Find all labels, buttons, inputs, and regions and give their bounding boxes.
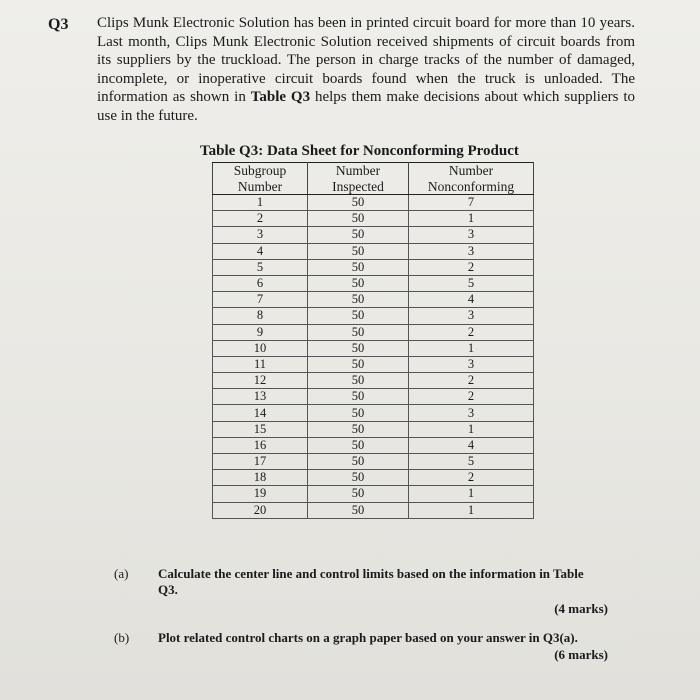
nonconforming-cell: 1 (409, 502, 534, 518)
inspected-cell: 50 (308, 405, 409, 421)
part-a-marks: (4 marks) (554, 601, 608, 616)
nonconforming-cell: 2 (409, 324, 534, 340)
table-header-row (213, 163, 534, 195)
question-text-part1: Clips Munk Electronic Solution has been in printed circuit board for more than 10 years. Last month, Clips Munk Electronic Solution received shipments of circuit boards from its suppliers by the truckload. The person in charge tracks of the number of damaged, incomplete, or inoperative circuit boards found when the truck is unloaded. The information as shown in (97, 15, 635, 106)
question-text (97, 14, 635, 126)
header-number-inspected: Number Inspected (308, 163, 409, 195)
inspected-cell: 50 (308, 195, 409, 211)
nonconforming-cell: 3 (409, 243, 534, 259)
part-a-text: Calculate the center line and control limits based on the information in Table Q3. (158, 566, 584, 597)
part-a-label: (a) (114, 566, 129, 581)
subgroup-cell: 15 (213, 421, 308, 437)
inspected-cell: 50 (308, 324, 409, 340)
inspected-cell: 50 (308, 373, 409, 389)
nonconforming-cell: 5 (409, 454, 534, 470)
subgroup-cell: 18 (213, 470, 308, 486)
inspected-cell: 50 (308, 454, 409, 470)
nonconforming-cell: 1 (409, 486, 534, 502)
inspected-cell: 50 (308, 486, 409, 502)
table-row (213, 373, 534, 389)
subgroup-cell: 7 (213, 292, 308, 308)
subgroup-cell: 20 (213, 502, 308, 518)
table-row (213, 227, 534, 243)
inspected-cell: 50 (308, 292, 409, 308)
header-number-nonconforming: Number Nonconforming (409, 163, 534, 195)
inspected-cell: 50 (308, 437, 409, 453)
table-row (213, 502, 534, 518)
nonconforming-cell: 1 (409, 421, 534, 437)
nonconforming-cell: 3 (409, 227, 534, 243)
inspected-cell: 50 (308, 421, 409, 437)
subgroup-cell: 12 (213, 373, 308, 389)
table-caption: Table Q3: Data Sheet for Nonconforming Product (200, 143, 519, 159)
question-number: Q3 (48, 16, 69, 33)
table-row (213, 324, 534, 340)
table-row (213, 211, 534, 227)
inspected-cell: 50 (308, 211, 409, 227)
nonconforming-cell: 2 (409, 259, 534, 275)
subgroup-cell: 14 (213, 405, 308, 421)
table-row (213, 405, 534, 421)
table-row (213, 421, 534, 437)
part-b-text: Plot related control charts on a graph paper based on your answer in Q3(a). (158, 630, 578, 645)
table-reference: Table Q3 (250, 89, 311, 106)
inspected-cell: 50 (308, 227, 409, 243)
table-row (213, 243, 534, 259)
inspected-cell: 50 (308, 389, 409, 405)
subgroup-cell: 4 (213, 243, 308, 259)
subgroup-cell: 1 (213, 195, 308, 211)
table-row (213, 195, 534, 211)
part-b-marks: (6 marks) (554, 647, 608, 662)
inspected-cell: 50 (308, 259, 409, 275)
inspected-cell: 50 (308, 308, 409, 324)
nonconforming-cell: 3 (409, 308, 534, 324)
subgroup-cell: 9 (213, 324, 308, 340)
nonconforming-cell: 2 (409, 373, 534, 389)
inspected-cell: 50 (308, 243, 409, 259)
table-row (213, 356, 534, 372)
inspected-cell: 50 (308, 470, 409, 486)
table-row (213, 454, 534, 470)
table-row (213, 389, 534, 405)
nonconforming-cell: 2 (409, 470, 534, 486)
part-b-label: (b) (114, 630, 130, 645)
subgroup-cell: 17 (213, 454, 308, 470)
subgroup-cell: 2 (213, 211, 308, 227)
table-row (213, 259, 534, 275)
inspected-cell: 50 (308, 356, 409, 372)
inspected-cell: 50 (308, 502, 409, 518)
subgroup-cell: 5 (213, 259, 308, 275)
nonconforming-cell: 7 (409, 195, 534, 211)
nonconforming-cell: 1 (409, 211, 534, 227)
inspected-cell: 50 (308, 275, 409, 291)
subgroup-cell: 6 (213, 275, 308, 291)
subgroup-cell: 8 (213, 308, 308, 324)
question-text-part2: helps them make decisions about which suppliers to use in the future. (97, 89, 635, 124)
table-row (213, 470, 534, 486)
table-row (213, 340, 534, 356)
inspected-cell: 50 (308, 340, 409, 356)
table-row (213, 308, 534, 324)
table-row (213, 275, 534, 291)
nonconforming-cell: 2 (409, 389, 534, 405)
subgroup-cell: 10 (213, 340, 308, 356)
nonconforming-cell: 5 (409, 275, 534, 291)
header-subgroup-number: Subgroup Number (213, 163, 308, 195)
table-row (213, 486, 534, 502)
nonconforming-cell: 4 (409, 437, 534, 453)
subgroup-cell: 11 (213, 356, 308, 372)
table-row (213, 292, 534, 308)
nonconforming-cell: 3 (409, 405, 534, 421)
nonconforming-data-table (212, 162, 534, 519)
subgroup-cell: 13 (213, 389, 308, 405)
nonconforming-cell: 1 (409, 340, 534, 356)
table-row (213, 437, 534, 453)
nonconforming-cell: 3 (409, 356, 534, 372)
subgroup-cell: 19 (213, 486, 308, 502)
nonconforming-cell: 4 (409, 292, 534, 308)
subgroup-cell: 16 (213, 437, 308, 453)
subgroup-cell: 3 (213, 227, 308, 243)
